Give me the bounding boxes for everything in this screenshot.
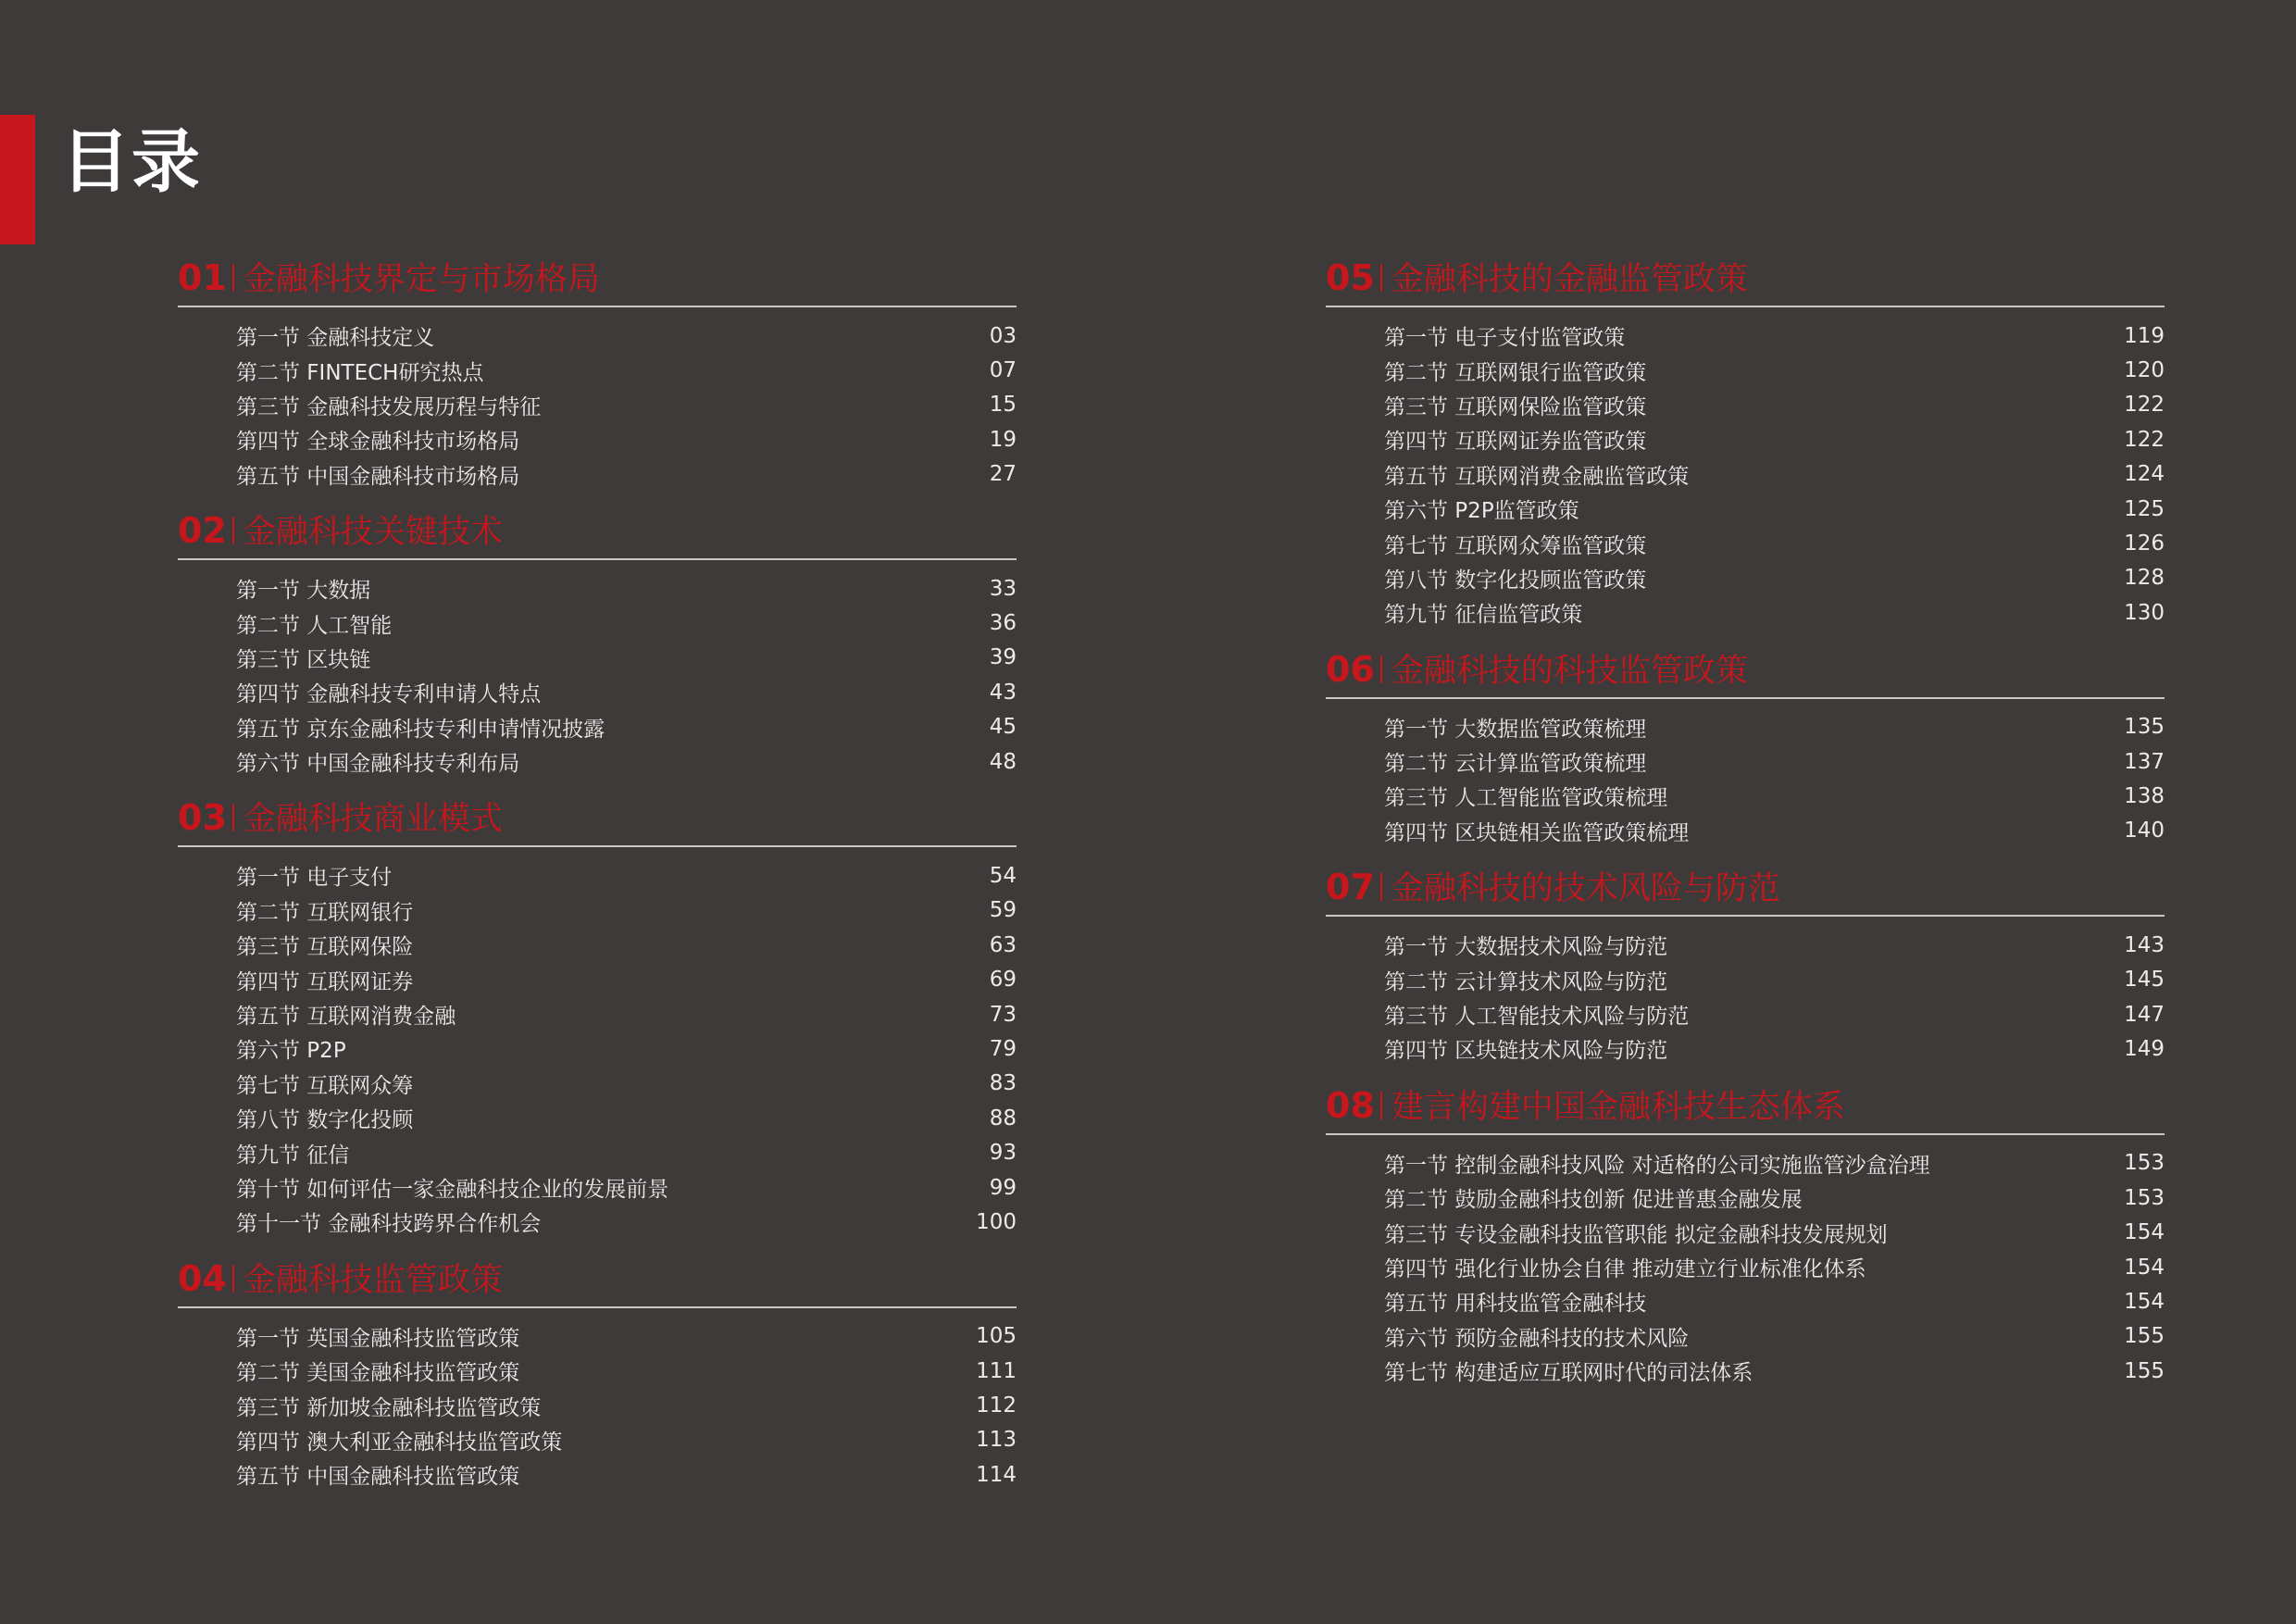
toc-entry[interactable] [236,1205,1017,1239]
toc-entry-page-number: 149 [2124,1036,2165,1061]
toc-entry[interactable] [1384,353,2165,387]
chapter-heading[interactable] [1326,1080,2165,1131]
toc-entry[interactable] [236,422,1017,456]
toc-entry-label: 第二节 互联网银行监管政策 [1384,360,1647,385]
toc-entry-page-number: 105 [976,1324,1017,1349]
chapter-number: 05 [1326,257,1375,298]
toc-entry[interactable] [236,997,1017,1031]
toc-entry-label: 第二节 互联网银行 [236,900,414,925]
toc-entry-page-number: 54 [989,863,1017,888]
toc-entry-page-number: 15 [989,393,1017,418]
toc-entry[interactable] [236,744,1017,779]
toc-entry[interactable] [1384,1354,2165,1388]
chapter-heading[interactable] [1326,252,2165,304]
toc-entry-label: 第二节 FINTECH研究热点 [236,360,484,385]
toc-entry[interactable] [236,675,1017,709]
toc-entry[interactable] [236,710,1017,744]
toc-entry-label: 第一节 大数据监管政策梳理 [1384,717,1647,742]
toc-entry-page-number: 63 [989,932,1017,957]
toc-entry-page-number: 48 [989,749,1017,774]
chapter-title: 金融科技监管政策 [243,1261,503,1299]
page-title: 目录 [61,122,202,202]
toc-entry[interactable] [1384,928,2165,962]
toc-entry-page-number: 153 [2124,1151,2165,1176]
toc-entry-page-number: 125 [2124,496,2165,521]
toc-entry-page-number: 145 [2124,968,2165,993]
toc-entry-label: 第二节 云计算技术风险与防范 [1384,969,1668,994]
toc-entry-label: 第五节 用科技监管金融科技 [1384,1292,1647,1317]
chapter-title: 金融科技的金融监管政策 [1391,261,1748,298]
chapter-number: 08 [1326,1084,1375,1126]
toc-entry-page-number: 155 [2124,1324,2165,1349]
toc-entry[interactable] [236,353,1017,387]
chapter-divider [1326,1133,2165,1135]
toc-entry-page-number: 119 [2124,323,2165,348]
toc-entry[interactable] [1384,997,2165,1031]
toc-entry[interactable] [1384,457,2165,492]
toc-entry-label: 第九节 征信 [236,1143,350,1168]
toc-entry[interactable] [1384,779,2165,813]
toc-entry-page-number: 07 [989,358,1017,383]
toc-entry-label: 第十节 如何评估一家金融科技企业的发展前景 [236,1178,669,1202]
toc-left-column [178,252,1017,1493]
toc-entry[interactable] [236,641,1017,675]
toc-entry[interactable] [1384,814,2165,848]
chapter-separator [232,804,234,831]
toc-entry[interactable] [236,893,1017,928]
toc-entry-label: 第三节 区块链 [236,647,371,672]
toc-entry-label: 第五节 中国金融科技市场格局 [236,464,520,489]
section-list [236,858,1017,1239]
chapter-01 [178,252,1017,505]
toc-right-column [1326,252,2165,1388]
chapter-06 [1326,643,2165,862]
toc-entry-page-number: 154 [2124,1289,2165,1314]
toc-entry-label: 第六节 P2P监管政策 [1384,499,1579,524]
toc-entry-label: 第三节 新加坡金融科技监管政策 [236,1395,542,1420]
chapter-heading[interactable] [178,792,1017,843]
toc-entry[interactable] [1384,1146,2165,1181]
chapter-title: 金融科技的技术风险与防范 [1391,870,1780,908]
toc-entry[interactable] [236,606,1017,640]
toc-entry-page-number: 154 [2124,1220,2165,1245]
chapter-05 [1326,252,2165,643]
toc-entry[interactable] [236,1423,1017,1457]
toc-entry[interactable] [1384,561,2165,595]
toc-entry-page-number: 43 [989,680,1017,705]
toc-entry-label: 第二节 鼓励金融科技创新 促进普惠金融发展 [1384,1188,1803,1213]
toc-entry-page-number: 126 [2124,531,2165,556]
chapter-divider [178,845,1017,847]
toc-entry-page-number: 111 [976,1358,1017,1383]
section-list [1384,928,2165,1067]
title-accent-bar [0,115,35,244]
toc-entry-label: 第三节 互联网保险 [236,935,414,960]
toc-entry-label: 第十一节 金融科技跨界合作机会 [236,1212,542,1237]
toc-entry-page-number: 130 [2124,600,2165,625]
chapter-02 [178,505,1017,792]
toc-entry-page-number: 137 [2124,749,2165,774]
toc-entry-page-number: 122 [2124,427,2165,452]
section-list [236,1319,1017,1493]
toc-entry-label: 第四节 全球金融科技市场格局 [236,430,520,455]
toc-entry[interactable] [236,1135,1017,1169]
chapter-divider [178,306,1017,307]
toc-entry-label: 第一节 电子支付 [236,866,393,891]
chapter-separator [1380,873,1382,901]
toc-entry-page-number: 112 [976,1393,1017,1418]
chapter-separator [232,1265,234,1293]
toc-entry[interactable] [1384,526,2165,560]
toc-entry-page-number: 33 [989,576,1017,601]
toc-entry-label: 第二节 美国金融科技监管政策 [236,1361,520,1386]
toc-entry[interactable] [1384,388,2165,422]
toc-entry-page-number: 69 [989,968,1017,993]
toc-entry-label: 第七节 互联网众筹 [236,1073,414,1098]
section-list [1384,319,2165,631]
chapter-number: 07 [1326,867,1375,908]
toc-entry-page-number: 138 [2124,783,2165,808]
chapter-divider [178,1306,1017,1308]
toc-entry-label: 第四节 澳大利亚金融科技监管政策 [236,1430,563,1455]
toc-entry-label: 第一节 大数据技术风险与防范 [1384,935,1668,960]
chapter-divider [178,558,1017,560]
toc-entry[interactable] [236,1388,1017,1422]
chapter-number: 01 [178,257,227,298]
toc-entry-page-number: 154 [2124,1255,2165,1280]
toc-entry[interactable] [236,1319,1017,1354]
toc-entry-label: 第三节 专设金融科技监管职能 拟定金融科技发展规划 [1384,1222,1888,1247]
toc-entry-label: 第一节 电子支付监管政策 [1384,326,1626,351]
toc-entry-label: 第七节 互联网众筹监管政策 [1384,533,1647,558]
toc-entry[interactable] [1384,1284,2165,1318]
toc-entry[interactable] [1384,492,2165,526]
chapter-04 [178,1253,1017,1493]
chapter-title: 金融科技商业模式 [243,801,503,839]
toc-entry-label: 第五节 京东金融科技专利申请情况披露 [236,717,605,742]
toc-entry[interactable] [236,928,1017,962]
toc-entry-label: 第六节 预防金融科技的技术风险 [1384,1326,1690,1351]
chapter-heading[interactable] [1326,643,2165,695]
toc-entry-label: 第三节 金融科技发展历程与特征 [236,394,542,419]
toc-entry-page-number: 93 [989,1141,1017,1166]
chapter-number: 03 [178,797,227,839]
toc-entry[interactable] [1384,422,2165,456]
chapter-title: 金融科技界定与市场格局 [243,261,600,298]
toc-entry-label: 第七节 构建适应互联网时代的司法体系 [1384,1361,1753,1386]
toc-entry-label: 第三节 人工智能技术风险与防范 [1384,1005,1690,1030]
chapter-title: 建言构建中国金融科技生态体系 [1391,1088,1845,1126]
toc-entry[interactable] [1384,710,2165,744]
toc-entry[interactable] [236,457,1017,492]
toc-entry-label: 第一节 控制金融科技风险 对适格的公司实施监管沙盒治理 [1384,1153,1930,1178]
toc-entry-label: 第一节 大数据 [236,579,371,604]
toc-entry-label: 第四节 区块链相关监管政策梳理 [1384,820,1690,845]
toc-entry-label: 第四节 强化行业协会自律 推动建立行业标准化体系 [1384,1257,1866,1281]
section-list [1384,710,2165,849]
section-list [1384,1146,2165,1389]
toc-entry[interactable] [1384,1215,2165,1249]
toc-entry[interactable] [1384,1181,2165,1215]
toc-entry-label: 第二节 云计算监管政策梳理 [1384,752,1647,777]
toc-entry-label: 第六节 P2P [236,1039,346,1064]
toc-entry-page-number: 45 [989,715,1017,740]
toc-entry-label: 第五节 中国金融科技监管政策 [236,1465,520,1490]
toc-entry[interactable] [236,388,1017,422]
toc-entry[interactable] [236,1170,1017,1205]
toc-entry-label: 第四节 金融科技专利申请人特点 [236,682,542,707]
chapter-heading[interactable] [1326,861,2165,913]
chapter-divider [1326,697,2165,699]
toc-entry-label: 第九节 征信监管政策 [1384,603,1583,628]
toc-entry[interactable] [236,319,1017,353]
toc-entry-label: 第四节 区块链技术风险与防范 [1384,1039,1668,1064]
toc-entry-page-number: 143 [2124,932,2165,957]
toc-entry-page-number: 114 [976,1462,1017,1487]
toc-entry[interactable] [1384,595,2165,630]
chapter-title: 金融科技关键技术 [243,513,503,551]
toc-entry-label: 第一节 英国金融科技监管政策 [236,1326,520,1351]
toc-entry-page-number: 155 [2124,1358,2165,1383]
toc-entry-label: 第三节 互联网保险监管政策 [1384,394,1647,419]
toc-entry[interactable] [1384,962,2165,996]
toc-entry-label: 第二节 人工智能 [236,613,393,638]
toc-entry-page-number: 88 [989,1106,1017,1131]
toc-entry-page-number: 36 [989,611,1017,636]
toc-entry-page-number: 128 [2124,566,2165,591]
toc-entry[interactable] [1384,1031,2165,1066]
toc-entry-page-number: 39 [989,645,1017,670]
toc-entry-page-number: 120 [2124,358,2165,383]
toc-entry[interactable] [1384,744,2165,779]
chapter-03 [178,792,1017,1252]
toc-entry-label: 第五节 互联网消费金融 [236,1005,456,1030]
toc-entry-page-number: 19 [989,427,1017,452]
toc-entry-label: 第四节 互联网证券监管政策 [1384,430,1647,455]
toc-entry-page-number: 27 [989,462,1017,487]
toc-entry-page-number: 73 [989,1002,1017,1027]
toc-entry[interactable] [236,962,1017,996]
toc-entry-page-number: 113 [976,1428,1017,1453]
toc-entry-page-number: 140 [2124,818,2165,843]
chapter-number: 02 [178,509,227,551]
toc-entry[interactable] [236,1101,1017,1135]
toc-entry-page-number: 124 [2124,462,2165,487]
section-list [236,571,1017,779]
chapter-separator [232,517,234,544]
chapter-07 [1326,861,2165,1080]
toc-entry-page-number: 100 [976,1209,1017,1234]
section-list [236,319,1017,492]
chapter-divider [1326,306,2165,307]
toc-entry-label: 第八节 数字化投顾 [236,1108,414,1133]
toc-entry-label: 第八节 数字化投顾监管政策 [1384,568,1647,593]
toc-entry-label: 第四节 互联网证券 [236,969,414,994]
toc-entry-page-number: 135 [2124,715,2165,740]
toc-entry-page-number: 03 [989,323,1017,348]
toc-entry-page-number: 79 [989,1036,1017,1061]
toc-entry-label: 第三节 人工智能监管政策梳理 [1384,786,1668,811]
toc-entry[interactable] [1384,319,2165,353]
chapter-separator [1380,656,1382,683]
chapter-08 [1326,1080,2165,1389]
toc-entry[interactable] [236,1457,1017,1492]
chapter-title: 金融科技的科技监管政策 [1391,652,1748,690]
toc-entry[interactable] [236,858,1017,893]
toc-entry-label: 第六节 中国金融科技专利布局 [236,752,520,777]
toc-entry-page-number: 83 [989,1071,1017,1096]
chapter-heading[interactable] [178,505,1017,556]
chapter-divider [1326,915,2165,917]
toc-entry[interactable] [236,571,1017,606]
chapter-heading[interactable] [178,252,1017,304]
toc-entry-page-number: 153 [2124,1185,2165,1210]
chapter-separator [232,264,234,292]
toc-entry[interactable] [1384,1319,2165,1354]
toc-entry-page-number: 147 [2124,1002,2165,1027]
chapter-number: 06 [1326,648,1375,690]
chapter-heading[interactable] [178,1253,1017,1305]
chapter-separator [1380,264,1382,292]
chapter-separator [1380,1092,1382,1119]
toc-entry[interactable] [236,1031,1017,1066]
toc-entry-page-number: 99 [989,1175,1017,1200]
toc-entry[interactable] [236,1067,1017,1101]
toc-entry-page-number: 122 [2124,393,2165,418]
toc-entry[interactable] [1384,1250,2165,1284]
toc-entry-page-number: 59 [989,898,1017,923]
chapter-number: 04 [178,1257,227,1299]
toc-entry[interactable] [236,1354,1017,1388]
toc-entry-label: 第五节 互联网消费金融监管政策 [1384,464,1690,489]
toc-entry-label: 第一节 金融科技定义 [236,326,435,351]
